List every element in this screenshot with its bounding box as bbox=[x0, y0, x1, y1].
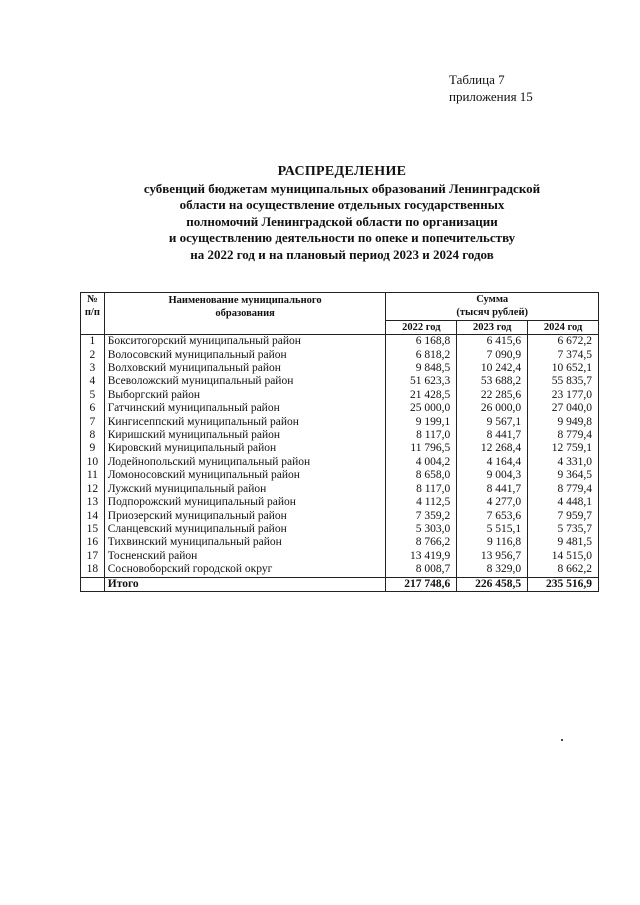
row-value-2023: 22 285,6 bbox=[457, 389, 528, 402]
table-row bbox=[81, 389, 599, 402]
row-value-2022: 6 168,8 bbox=[386, 335, 457, 349]
row-value-2022: 8 766,2 bbox=[386, 536, 457, 549]
title-line: и осуществлению деятельности по опеке и попечительству bbox=[168, 230, 516, 245]
row-value-2023: 8 329,0 bbox=[457, 563, 528, 577]
row-value-2023: 9 116,8 bbox=[457, 536, 528, 549]
row-value-2024: 6 672,2 bbox=[528, 335, 599, 349]
header-year-2022: 2022 год bbox=[386, 320, 457, 334]
row-value-2023: 8 441,7 bbox=[457, 429, 528, 442]
row-num: 18 bbox=[81, 563, 105, 577]
row-name: Волосовский муниципальный район bbox=[104, 349, 386, 362]
row-value-2023: 9 567,1 bbox=[457, 416, 528, 429]
row-value-2023: 10 242,4 bbox=[457, 362, 528, 375]
row-name: Сланцевский муниципальный район bbox=[104, 523, 386, 536]
row-value-2024: 4 331,0 bbox=[528, 456, 599, 469]
row-name: Подпорожский муниципальный район bbox=[104, 496, 386, 509]
total-2022: 217 748,6 bbox=[386, 577, 457, 591]
header-sum bbox=[386, 293, 599, 321]
scan-speck bbox=[561, 739, 563, 741]
header-year-2023: 2023 год bbox=[457, 320, 528, 334]
row-num: 11 bbox=[81, 469, 105, 482]
row-num: 2 bbox=[81, 349, 105, 362]
total-2024: 235 516,9 bbox=[528, 577, 599, 591]
row-value-2022: 8 117,0 bbox=[386, 483, 457, 496]
row-name: Тихвинский муниципальный район bbox=[104, 536, 386, 549]
row-name: Приозерский муниципальный район bbox=[104, 510, 386, 523]
table-row bbox=[81, 536, 599, 549]
row-value-2024: 27 040,0 bbox=[528, 402, 599, 415]
header-sum-unit: (тысяч рублей) bbox=[456, 307, 529, 319]
table-row bbox=[81, 483, 599, 496]
row-value-2022: 9 199,1 bbox=[386, 416, 457, 429]
row-value-2022: 5 303,0 bbox=[386, 523, 457, 536]
table-row bbox=[81, 335, 599, 349]
row-name: Выборгский район bbox=[104, 389, 386, 402]
row-value-2022: 4 112,5 bbox=[386, 496, 457, 509]
row-name: Кировский муниципальный район bbox=[104, 442, 386, 455]
row-value-2024: 14 515,0 bbox=[528, 550, 599, 563]
row-value-2023: 9 004,3 bbox=[457, 469, 528, 482]
row-name: Киришский муниципальный район bbox=[104, 429, 386, 442]
row-name: Лужский муниципальный район bbox=[104, 483, 386, 496]
row-name: Бокситогорский муниципальный район bbox=[104, 335, 386, 349]
row-value-2024: 9 949,8 bbox=[528, 416, 599, 429]
row-name: Ломоносовский муниципальный район bbox=[104, 469, 386, 482]
row-value-2022: 9 848,5 bbox=[386, 362, 457, 375]
row-num: 14 bbox=[81, 510, 105, 523]
row-value-2023: 26 000,0 bbox=[457, 402, 528, 415]
row-num: 13 bbox=[81, 496, 105, 509]
row-value-2024: 4 448,1 bbox=[528, 496, 599, 509]
total-label: Итого bbox=[104, 577, 386, 591]
row-num: 8 bbox=[81, 429, 105, 442]
table-body bbox=[81, 335, 599, 577]
row-value-2023: 7 653,6 bbox=[457, 510, 528, 523]
table-row bbox=[81, 523, 599, 536]
header-name: Наименование муниципального образования bbox=[104, 293, 386, 335]
total-num-cell bbox=[81, 577, 105, 591]
table-row bbox=[81, 349, 599, 362]
title-heading: РАСПРЕДЕЛЕНИЕ bbox=[277, 164, 407, 179]
row-value-2023: 53 688,2 bbox=[457, 375, 528, 388]
row-value-2024: 10 652,1 bbox=[528, 362, 599, 375]
row-value-2022: 13 419,9 bbox=[386, 550, 457, 563]
row-value-2023: 13 956,7 bbox=[457, 550, 528, 563]
table-row bbox=[81, 442, 599, 455]
row-value-2024: 7 959,7 bbox=[528, 510, 599, 523]
table-row bbox=[81, 416, 599, 429]
table-row bbox=[81, 402, 599, 415]
row-name: Волховский муниципальный район bbox=[104, 362, 386, 375]
row-name: Сосновоборский городской округ bbox=[104, 563, 386, 577]
header-num: № п/п bbox=[81, 293, 105, 335]
row-name: Всеволожский муниципальный район bbox=[104, 375, 386, 388]
row-value-2022: 6 818,2 bbox=[386, 349, 457, 362]
row-value-2024: 9 481,5 bbox=[528, 536, 599, 549]
row-value-2023: 4 164,4 bbox=[457, 456, 528, 469]
table-row bbox=[81, 429, 599, 442]
row-value-2024: 8 779,4 bbox=[528, 429, 599, 442]
title-line: субвенций бюджетам муниципальных образований Ленинградской bbox=[143, 180, 541, 196]
row-value-2024: 8 779,4 bbox=[528, 483, 599, 496]
row-num: 17 bbox=[81, 550, 105, 563]
row-value-2022: 8 117,0 bbox=[386, 429, 457, 442]
table-row bbox=[81, 362, 599, 375]
row-value-2024: 55 835,7 bbox=[528, 375, 599, 388]
row-num: 4 bbox=[81, 375, 105, 388]
row-value-2022: 11 796,5 bbox=[386, 442, 457, 455]
row-name: Тосненский район bbox=[104, 550, 386, 563]
title-line: на 2022 год и на плановый период 2023 и 2024 годов bbox=[190, 246, 494, 262]
row-value-2023: 12 268,4 bbox=[457, 442, 528, 455]
row-value-2022: 21 428,5 bbox=[386, 389, 457, 402]
title-line: полномочий Ленинградской области по организации bbox=[186, 213, 498, 229]
row-name: Лодейнопольский муниципальный район bbox=[104, 456, 386, 469]
row-value-2022: 8 008,7 bbox=[386, 563, 457, 577]
row-num: 10 bbox=[81, 456, 105, 469]
row-value-2024: 7 374,5 bbox=[528, 349, 599, 362]
row-num: 3 bbox=[81, 362, 105, 375]
row-num: 15 bbox=[81, 523, 105, 536]
row-num: 5 bbox=[81, 389, 105, 402]
row-value-2022: 8 658,0 bbox=[386, 469, 457, 482]
row-value-2024: 12 759,1 bbox=[528, 442, 599, 455]
row-value-2022: 4 004,2 bbox=[386, 456, 457, 469]
row-num: 7 bbox=[81, 416, 105, 429]
row-value-2023: 6 415,6 bbox=[457, 335, 528, 349]
row-value-2024: 5 735,7 bbox=[528, 523, 599, 536]
row-value-2022: 7 359,2 bbox=[386, 510, 457, 523]
row-value-2022: 25 000,0 bbox=[386, 402, 457, 415]
title-line: области на осуществление отдельных государственных bbox=[179, 197, 505, 212]
table-row bbox=[81, 510, 599, 523]
row-value-2024: 23 177,0 bbox=[528, 389, 599, 402]
document-title bbox=[80, 164, 604, 263]
header-year-2024: 2024 год bbox=[528, 320, 599, 334]
row-num: 1 bbox=[81, 335, 105, 349]
row-name: Гатчинский муниципальный район bbox=[104, 402, 386, 415]
row-value-2023: 8 441,7 bbox=[457, 483, 528, 496]
table-row bbox=[81, 469, 599, 482]
row-num: 12 bbox=[81, 483, 105, 496]
row-value-2023: 7 090,9 bbox=[457, 349, 528, 362]
table-row bbox=[81, 375, 599, 388]
total-row bbox=[81, 577, 599, 591]
reference-line-table: Таблица 7 bbox=[449, 72, 505, 87]
table-row bbox=[81, 550, 599, 563]
row-value-2024: 9 364,5 bbox=[528, 469, 599, 482]
table-row bbox=[81, 456, 599, 469]
row-num: 6 bbox=[81, 402, 105, 415]
table-reference bbox=[449, 71, 533, 105]
table-row bbox=[81, 563, 599, 577]
row-num: 9 bbox=[81, 442, 105, 455]
header-sum-label: Сумма bbox=[476, 294, 509, 305]
row-num: 16 bbox=[81, 536, 105, 549]
row-value-2022: 51 623,3 bbox=[386, 375, 457, 388]
row-name: Кингисеппский муниципальный район bbox=[104, 416, 386, 429]
row-value-2024: 8 662,2 bbox=[528, 563, 599, 577]
table-row bbox=[81, 496, 599, 509]
distribution-table bbox=[80, 292, 599, 592]
row-value-2023: 4 277,0 bbox=[457, 496, 528, 509]
total-2023: 226 458,5 bbox=[457, 577, 528, 591]
reference-line-appendix: приложения 15 bbox=[449, 89, 533, 104]
row-value-2023: 5 515,1 bbox=[457, 523, 528, 536]
